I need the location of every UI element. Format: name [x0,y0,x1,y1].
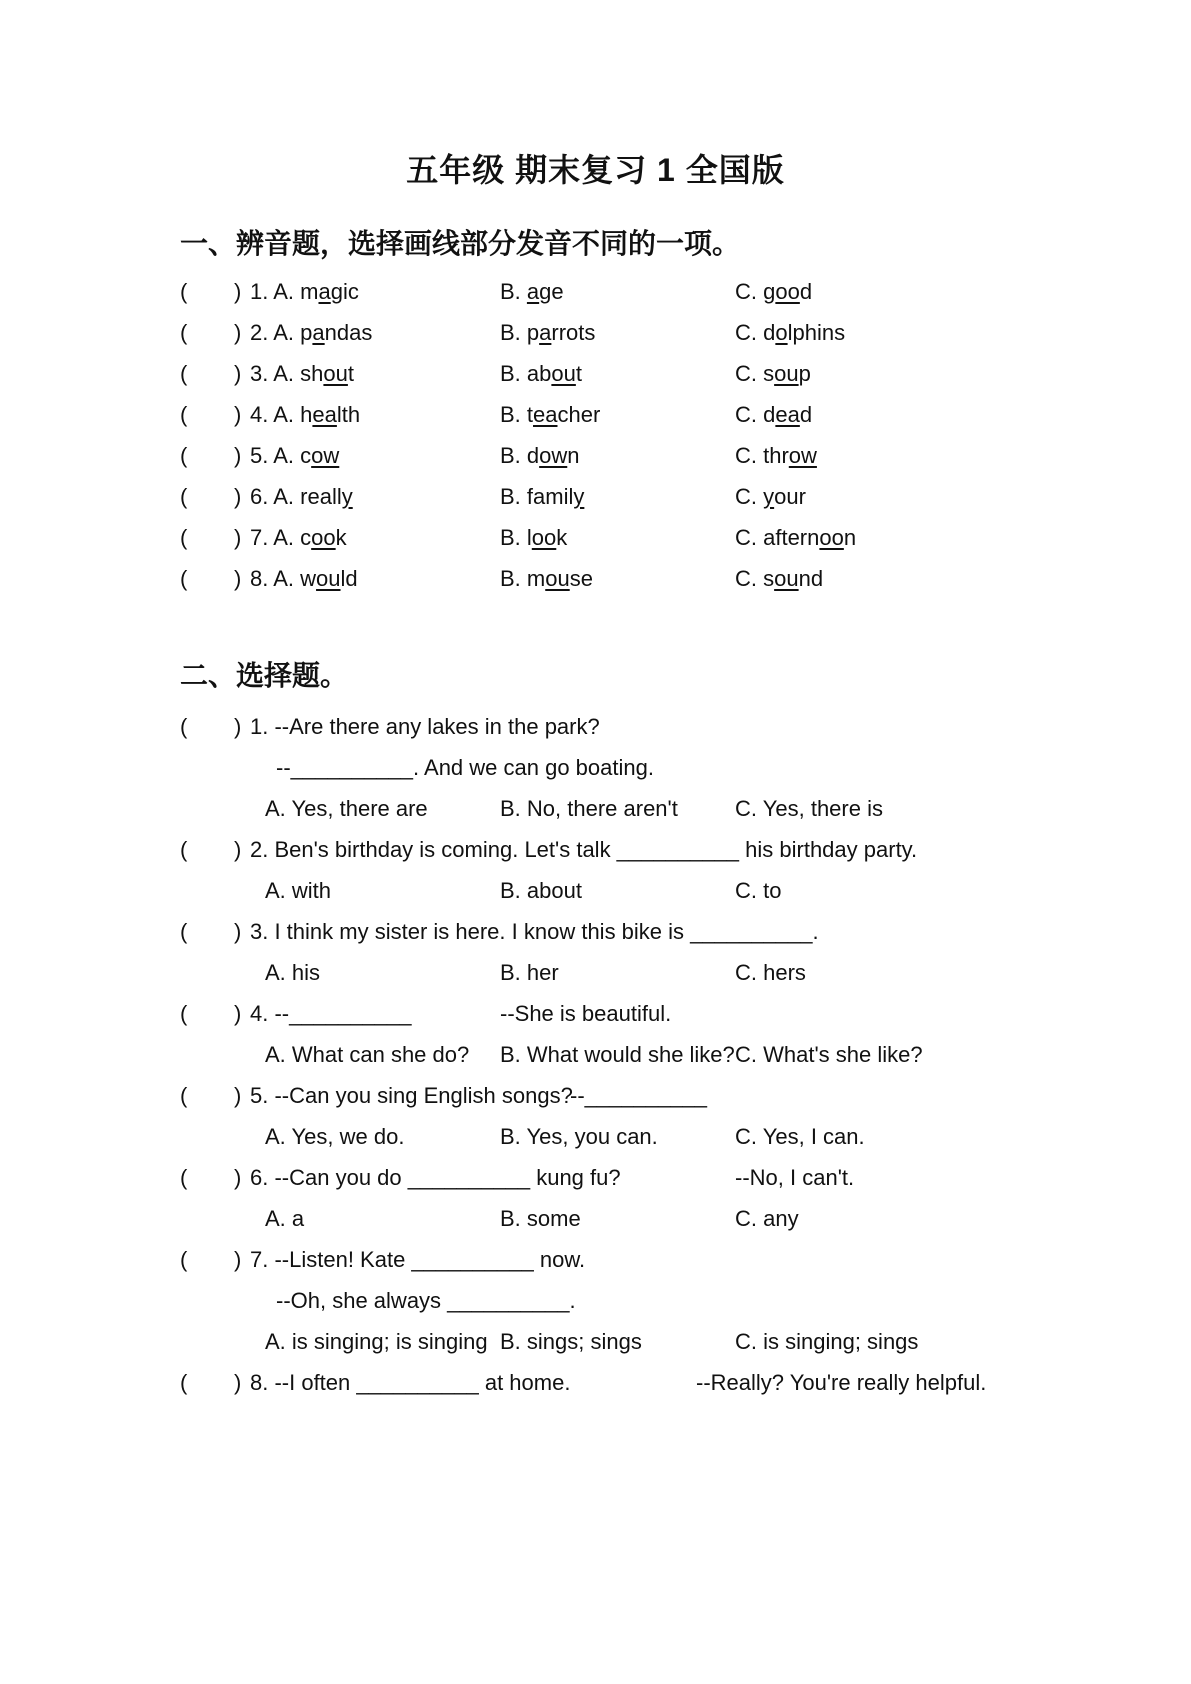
question-row [180,997,1080,1031]
option-b: B. parrots [500,320,596,345]
answer-blank-close: ) [234,837,242,862]
question-row [180,1243,1080,1277]
options-row [180,1325,1080,1359]
option-c: C. is singing; sings [735,1329,919,1354]
phonics-row [180,562,1080,596]
underlined-letters: ea [775,402,800,427]
question-stem: 8. --I often __________ at home. [250,1370,571,1395]
option-a: A. is singing; is singing [265,1329,488,1354]
option-c: C. What's she like? [735,1042,923,1067]
option-b: B. about [500,361,582,386]
option-a: 6. A. really [250,484,353,509]
option-b: B. down [500,443,580,468]
underlined-letters: oo [531,525,557,550]
option-b: B. her [500,960,559,985]
answer-blank-close: ) [234,714,242,739]
underlined-letters: ou [545,566,570,591]
answer-blank-open[interactable]: ( [180,320,188,345]
answer-blank-close: ) [234,402,242,427]
option-a: A. Yes, there are [265,796,428,821]
option-a: 3. A. shout [250,361,355,386]
answer-blank-close: ) [234,1370,242,1395]
answer-blank-open[interactable]: ( [180,714,188,739]
underlined-letters: a [526,279,540,304]
underlined-letters: oo [819,525,844,550]
underlined-letters: ow [311,443,340,468]
question-stem: 3. I think my sister is here. I know this bike is __________. [250,919,819,944]
question-line [180,1284,1080,1318]
question-stem: 6. --Can you do __________ kung fu? [250,1165,621,1190]
answer-blank-open[interactable]: ( [180,1165,188,1190]
question-stem: 1. --Are there any lakes in the park? [250,714,600,739]
dialogue-reply: --Oh, she always __________. [276,1288,576,1313]
answer-blank-close: ) [234,525,242,550]
answer-blank-open[interactable]: ( [180,1083,188,1108]
question-stem: 2. Ben's birthday is coming. Let's talk __________ his birthday party. [250,837,918,862]
dialogue-reply: --__________. And we can go boating. [276,755,654,780]
option-a: 2. A. pandas [250,320,373,345]
option-c: C. sound [735,566,824,591]
option-b: B. Yes, you can. [500,1124,658,1149]
answer-blank-close: ) [234,443,242,468]
option-a: 1. A. magic [250,279,359,304]
option-c: C. dead [735,402,813,427]
underlined-letters: ea [312,402,337,427]
item-number: 1. A. [250,279,301,304]
option-b: B. What would she like? [500,1042,735,1067]
underlined-letters: ou [323,361,348,386]
section-heading-choice: 二、选择题。 [180,660,349,691]
underlined-letters: y [341,484,353,509]
options-row [180,1038,1080,1072]
underlined-letters: ea [533,402,558,427]
question-row [180,1366,1080,1400]
underlined-letters: ou [316,566,341,591]
item-number: 8. A. [250,566,301,591]
option-c: C. hers [735,960,806,985]
answer-blank-open[interactable]: ( [180,837,188,862]
underlined-letters: y [573,484,585,509]
question-row [180,710,1080,744]
dialogue-reply: --No, I can't. [735,1165,855,1190]
answer-blank-close: ) [234,1247,242,1272]
item-number: 7. A. [250,525,301,550]
underlined-letters: y [763,484,775,509]
answer-blank-open[interactable]: ( [180,566,188,591]
dialogue-reply: --__________ [570,1083,708,1108]
answer-blank-close: ) [234,279,242,304]
item-number: 3. A. [250,361,301,386]
answer-blank-open[interactable]: ( [180,1001,188,1026]
option-a: A. a [265,1206,305,1231]
answer-blank-open[interactable]: ( [180,279,188,304]
underlined-letters: oo [311,525,336,550]
option-b: B. about [500,878,582,903]
underlined-letters: ou [551,361,576,386]
option-a: 7. A. cook [250,525,347,550]
option-c: C. Yes, I can. [735,1124,865,1149]
option-c: C. your [735,484,806,509]
options-row [180,1120,1080,1154]
answer-blank-close: ) [234,919,242,944]
option-a: A. with [265,878,332,903]
option-b: B. No, there aren't [500,796,678,821]
section-heading-phonics: 一、辨音题，选择画线部分发音不同的一项。 [180,228,741,259]
option-b: B. mouse [500,566,593,591]
phonics-row [180,439,1080,473]
underlined-letters: o [775,320,788,345]
answer-blank-open[interactable]: ( [180,919,188,944]
option-b: B. age [500,279,564,304]
question-row [180,1079,1080,1113]
answer-blank-open[interactable]: ( [180,525,188,550]
option-a: A. Yes, we do. [265,1124,405,1149]
question-stem: 7. --Listen! Kate __________ now. [250,1247,586,1272]
underlined-letters: oo [775,279,800,304]
option-a: 8. A. would [250,566,358,591]
answer-blank-open[interactable]: ( [180,1247,188,1272]
option-c: C. dolphins [735,320,846,345]
underlined-letters: ow [788,443,817,468]
underlined-letters: ou [774,566,799,591]
option-b: B. look [500,525,568,550]
underlined-letters: a [318,279,331,304]
phonics-row [180,398,1080,432]
option-b: B. some [500,1206,581,1231]
phonics-row [180,316,1080,350]
item-number: 6. A. [250,484,301,509]
answer-blank-close: ) [234,361,242,386]
answer-blank-close: ) [234,566,242,591]
page-title: 五年级 期末复习 1 全国版 [406,152,785,188]
option-c: C. Yes, there is [735,796,883,821]
option-b: B. family [500,484,585,509]
underlined-letters: ou [774,361,799,386]
answer-blank-open[interactable]: ( [180,484,188,509]
answer-blank-open[interactable]: ( [180,402,188,427]
question-line [180,751,1080,785]
underlined-letters: a [539,320,552,345]
option-c: C. throw [735,443,817,468]
option-a: A. What can she do? [265,1042,470,1067]
answer-blank-close: ) [234,1001,242,1026]
dialogue-reply: --Really? You're really helpful. [696,1370,987,1395]
item-number: 2. A. [250,320,301,345]
option-b: B. teacher [500,402,601,427]
option-c: C. afternoon [735,525,857,550]
phonics-row [180,521,1080,555]
options-row [180,1202,1080,1236]
option-c: C. to [735,878,782,903]
options-row [180,792,1080,826]
answer-blank-open[interactable]: ( [180,1370,188,1395]
answer-blank-close: ) [234,484,242,509]
underlined-letters: a [312,320,325,345]
option-c: C. any [735,1206,799,1231]
underlined-letters: ow [539,443,568,468]
options-row [180,874,1080,908]
question-row [180,1161,1080,1195]
option-b: B. sings; sings [500,1329,642,1354]
option-a: 4. A. health [250,402,361,427]
answer-blank-close: ) [234,1165,242,1190]
phonics-row [180,480,1080,514]
answer-blank-open[interactable]: ( [180,361,188,386]
phonics-row [180,275,1080,309]
option-a: A. his [265,960,321,985]
question-row [180,833,1080,867]
option-c: C. soup [735,361,811,386]
question-stem: 4. --__________ [250,1001,412,1026]
dialogue-reply: --She is beautiful. [500,1001,672,1026]
answer-blank-close: ) [234,1083,242,1108]
answer-blank-close: ) [234,320,242,345]
item-number: 5. A. [250,443,301,468]
phonics-row [180,357,1080,391]
answer-blank-open[interactable]: ( [180,443,188,468]
item-number: 4. A. [250,402,301,427]
option-c: C. good [735,279,813,304]
option-a: 5. A. cow [250,443,340,468]
options-row [180,956,1080,990]
question-stem: 5. --Can you sing English songs? [250,1083,573,1108]
question-row [180,915,1080,949]
